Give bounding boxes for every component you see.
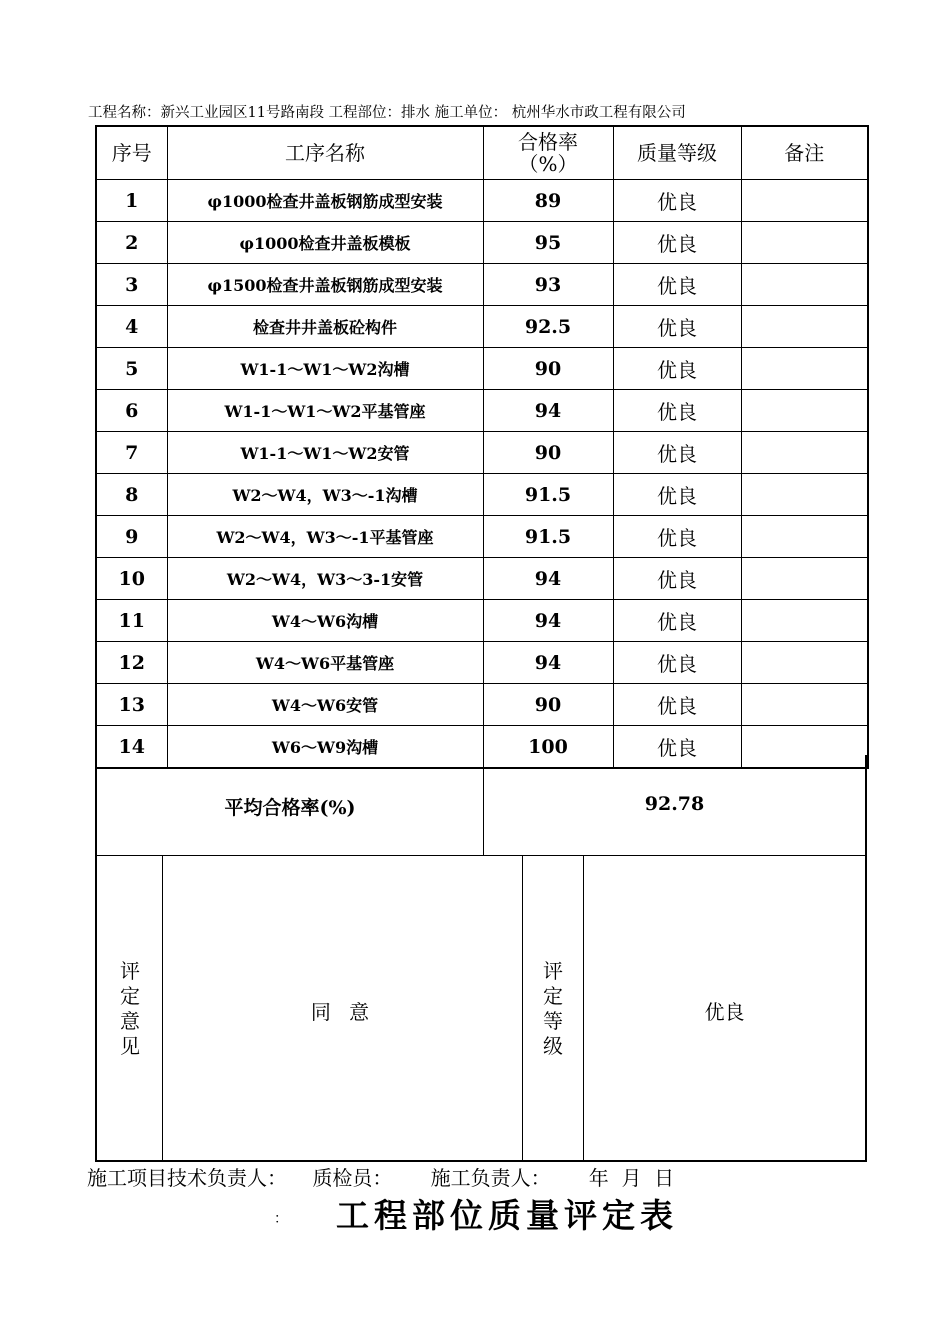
row-pass-rate: 93 bbox=[483, 264, 613, 306]
row-remarks bbox=[741, 474, 868, 516]
row-quality-grade: 优良 bbox=[613, 264, 741, 306]
inspector-label: 质检员： bbox=[312, 1166, 393, 1190]
row-quality-grade: 优良 bbox=[613, 348, 741, 390]
row-no: 12 bbox=[96, 642, 167, 684]
row-pass-rate: 90 bbox=[483, 348, 613, 390]
row-quality-grade: 优良 bbox=[613, 516, 741, 558]
table-row bbox=[96, 222, 868, 264]
average-row bbox=[95, 755, 867, 856]
row-process-name: W4～W6平基管座 bbox=[167, 642, 483, 684]
evaluation-section bbox=[95, 856, 867, 1162]
row-pass-rate: 94 bbox=[483, 390, 613, 432]
row-remarks bbox=[741, 600, 868, 642]
row-pass-rate: 91.5 bbox=[483, 474, 613, 516]
table-row bbox=[96, 264, 868, 306]
row-no: 11 bbox=[96, 600, 167, 642]
row-no: 10 bbox=[96, 558, 167, 600]
row-remarks bbox=[741, 684, 868, 726]
row-process-name: φ1000检查井盖板模板 bbox=[167, 222, 483, 264]
table-row bbox=[96, 306, 868, 348]
row-remarks bbox=[741, 348, 868, 390]
header-no: 序号 bbox=[96, 126, 167, 180]
row-pass-rate: 94 bbox=[483, 600, 613, 642]
colon-mark: ： bbox=[274, 1211, 288, 1227]
row-pass-rate: 91.5 bbox=[483, 516, 613, 558]
row-pass-rate: 94 bbox=[483, 558, 613, 600]
row-no: 1 bbox=[96, 180, 167, 222]
row-remarks bbox=[741, 306, 868, 348]
row-process-name: φ1000检查井盖板钢筋成型安装 bbox=[167, 180, 483, 222]
row-remarks bbox=[741, 390, 868, 432]
header-pass-rate bbox=[483, 126, 613, 180]
row-quality-grade: 优良 bbox=[613, 684, 741, 726]
grade-value: 优良 bbox=[704, 1000, 745, 1024]
row-process-name: 检查井井盖板砼构件 bbox=[167, 306, 483, 348]
row-pass-rate: 95 bbox=[483, 222, 613, 264]
construction-lead-label: 施工负责人： bbox=[430, 1166, 551, 1190]
header-remarks: 备注 bbox=[741, 126, 868, 180]
row-no: 13 bbox=[96, 684, 167, 726]
table-row bbox=[96, 474, 868, 516]
project-header-line: 工程名称：新兴工业园区11号路南段 工程部位：排水 施工单位： 杭州华水市政工程有限公司 bbox=[88, 105, 686, 121]
row-remarks bbox=[741, 180, 868, 222]
row-process-name: W6～W9沟槽 bbox=[167, 726, 483, 769]
quality-table bbox=[95, 125, 869, 769]
row-remarks bbox=[741, 516, 868, 558]
row-quality-grade: 优良 bbox=[613, 642, 741, 684]
row-quality-grade: 优良 bbox=[613, 306, 741, 348]
row-no: 9 bbox=[96, 516, 167, 558]
opinion-value: 同 意 bbox=[310, 1000, 376, 1024]
row-quality-grade: 优良 bbox=[613, 180, 741, 222]
row-process-name: W1-1～W1～W2安管 bbox=[167, 432, 483, 474]
average-pass-rate-label: 平均合格率(%) bbox=[224, 797, 356, 819]
row-process-name: W2～W4，W3～-1沟槽 bbox=[167, 474, 483, 516]
header-quality-grade: 质量等级 bbox=[613, 126, 741, 180]
row-pass-rate: 89 bbox=[483, 180, 613, 222]
table-row bbox=[96, 600, 868, 642]
row-no: 14 bbox=[96, 726, 167, 769]
row-process-name: W2～W4，W3～3-1安管 bbox=[167, 558, 483, 600]
row-pass-rate: 94 bbox=[483, 642, 613, 684]
date-label: 年 月 日 bbox=[588, 1166, 675, 1190]
table-row bbox=[96, 558, 868, 600]
table-row bbox=[96, 180, 868, 222]
row-pass-rate: 90 bbox=[483, 684, 613, 726]
table-header-row bbox=[96, 126, 868, 180]
row-process-name: W4～W6安管 bbox=[167, 684, 483, 726]
row-process-name: W2～W4，W3～-1平基管座 bbox=[167, 516, 483, 558]
table-row bbox=[96, 516, 868, 558]
signoff-line bbox=[87, 1162, 674, 1191]
row-pass-rate: 92.5 bbox=[483, 306, 613, 348]
table-row bbox=[96, 390, 868, 432]
row-quality-grade: 优良 bbox=[613, 600, 741, 642]
row-process-name: φ1500检查井盖板钢筋成型安装 bbox=[167, 264, 483, 306]
row-process-name: W4～W6沟槽 bbox=[167, 600, 483, 642]
average-pass-rate-value: 92.78 bbox=[644, 793, 705, 815]
row-process-name: W1-1～W1～W2沟槽 bbox=[167, 348, 483, 390]
row-remarks bbox=[741, 558, 868, 600]
row-process-name: W1-1～W1～W2平基管座 bbox=[167, 390, 483, 432]
table-row bbox=[96, 432, 868, 474]
row-remarks bbox=[741, 432, 868, 474]
row-no: 5 bbox=[96, 348, 167, 390]
row-no: 4 bbox=[96, 306, 167, 348]
grade-label: 评定等级 bbox=[543, 959, 563, 1058]
row-remarks bbox=[741, 222, 868, 264]
row-pass-rate: 90 bbox=[483, 432, 613, 474]
table-row bbox=[96, 642, 868, 684]
header-process-name: 工序名称 bbox=[167, 126, 483, 180]
row-no: 7 bbox=[96, 432, 167, 474]
row-quality-grade: 优良 bbox=[613, 390, 741, 432]
row-quality-grade: 优良 bbox=[613, 726, 741, 769]
row-no: 8 bbox=[96, 474, 167, 516]
row-no: 2 bbox=[96, 222, 167, 264]
header-pass-rate-label: 合格率（%） bbox=[518, 130, 578, 176]
eval-divider-2 bbox=[522, 856, 523, 1160]
row-quality-grade: 优良 bbox=[613, 222, 741, 264]
document-title: 工程部位质量评定表 bbox=[336, 1196, 678, 1235]
row-remarks bbox=[741, 264, 868, 306]
tech-lead-label: 施工项目技术负责人： bbox=[87, 1166, 287, 1190]
row-no: 3 bbox=[96, 264, 167, 306]
row-quality-grade: 优良 bbox=[613, 432, 741, 474]
row-no: 6 bbox=[96, 390, 167, 432]
opinion-label: 评定意见 bbox=[120, 959, 140, 1058]
row-quality-grade: 优良 bbox=[613, 474, 741, 516]
row-pass-rate: 100 bbox=[483, 726, 613, 769]
row-quality-grade: 优良 bbox=[613, 558, 741, 600]
row-remarks bbox=[741, 642, 868, 684]
table-row bbox=[96, 348, 868, 390]
table-row bbox=[96, 684, 868, 726]
